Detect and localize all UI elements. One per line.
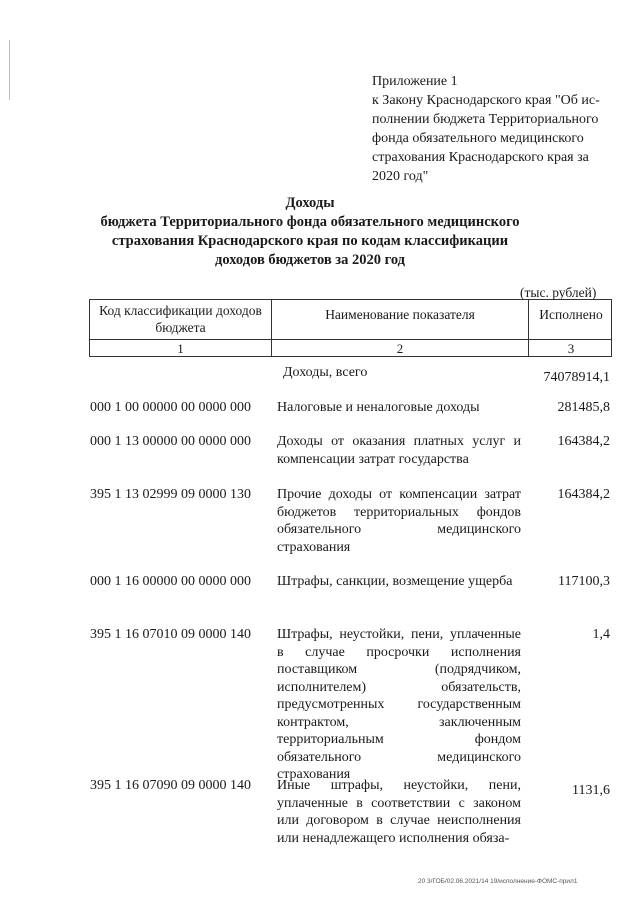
- row-code: 000 1 00 00000 00 0000 000: [90, 400, 251, 415]
- page-edge-mark: [9, 40, 10, 100]
- row-name: Доходы от оказания платных услуг и компенсации затрат государства: [277, 434, 521, 467]
- appendix-line: 2020 год": [372, 169, 429, 184]
- row-value: 164384,2: [557, 487, 610, 502]
- row-name: Прочие доходы от компенсации затрат бюджетов территориальных фондов обязательного медицинского страхования: [277, 487, 521, 555]
- unit-label: (тыс. рублей): [520, 285, 597, 300]
- row-value: 281485,8: [557, 400, 610, 415]
- appendix-line: полнении бюджета Территориального: [372, 112, 599, 127]
- appendix-line: Приложение 1: [372, 74, 458, 89]
- row-name: Штрафы, неустойки, пени, уплаченные в случае просрочки исполнения поставщиком (подрядчиком, исполнителем) обязательств, предусмотренных государственным контрактом, заключенным территориальным фондом обязательного медицинского страхования: [277, 627, 521, 782]
- document-title: [100, 194, 520, 270]
- row-value: 117100,3: [558, 574, 610, 589]
- title-line: страхования Краснодарского края по кодам классификации: [111, 233, 509, 249]
- row-value: 1,4: [592, 627, 610, 642]
- row-code: 000 1 13 00000 00 0000 000: [90, 434, 251, 449]
- table-header: [89, 299, 612, 357]
- header-value: Исполнено: [539, 307, 603, 322]
- row-value: 1131,6: [572, 783, 610, 798]
- row-name: Иные штрафы, неустойки, пени, уплаченные в соответствии с законом или договором в случае неисполнения или ненадлежащего исполнения обяза-: [277, 778, 521, 846]
- title-line: Доходы: [285, 195, 335, 211]
- row-name: Доходы, всего: [283, 365, 368, 380]
- column-number: 2: [396, 341, 404, 356]
- row-value: 74078914,1: [543, 370, 610, 385]
- appendix-line: к Закону Краснодарского края "Об ис-: [372, 93, 600, 108]
- title-line: доходов бюджетов за 2020 год: [214, 252, 406, 268]
- column-number: 3: [567, 341, 575, 356]
- row-code: 000 1 16 00000 00 0000 000: [90, 574, 251, 589]
- row-code: 395 1 13 02999 09 0000 130: [90, 487, 251, 502]
- column-number: 1: [177, 341, 184, 356]
- header-name: Наименование показателя: [325, 307, 475, 322]
- document-footer: 20 3/ГОБ/02.06.2021/14 19/исполнение-ФОМС-прил1: [418, 878, 578, 885]
- row-code: 395 1 16 07090 09 0000 140: [90, 778, 251, 793]
- appendix-line: страхования Краснодарского края за: [372, 150, 589, 165]
- row-name: Штрафы, санкции, возмещение ущерба: [277, 574, 513, 589]
- row-code: 395 1 16 07010 09 0000 140: [90, 627, 251, 642]
- appendix-line: фонда обязательного медицинского: [372, 131, 584, 146]
- row-name: Налоговые и неналоговые доходы: [277, 400, 480, 415]
- title-line: бюджета Территориального фонда обязательного медицинского: [100, 214, 520, 230]
- row-value: 164384,2: [557, 434, 610, 449]
- appendix-note: [372, 72, 620, 186]
- header-code: Код классификации доходов бюджета: [99, 303, 262, 335]
